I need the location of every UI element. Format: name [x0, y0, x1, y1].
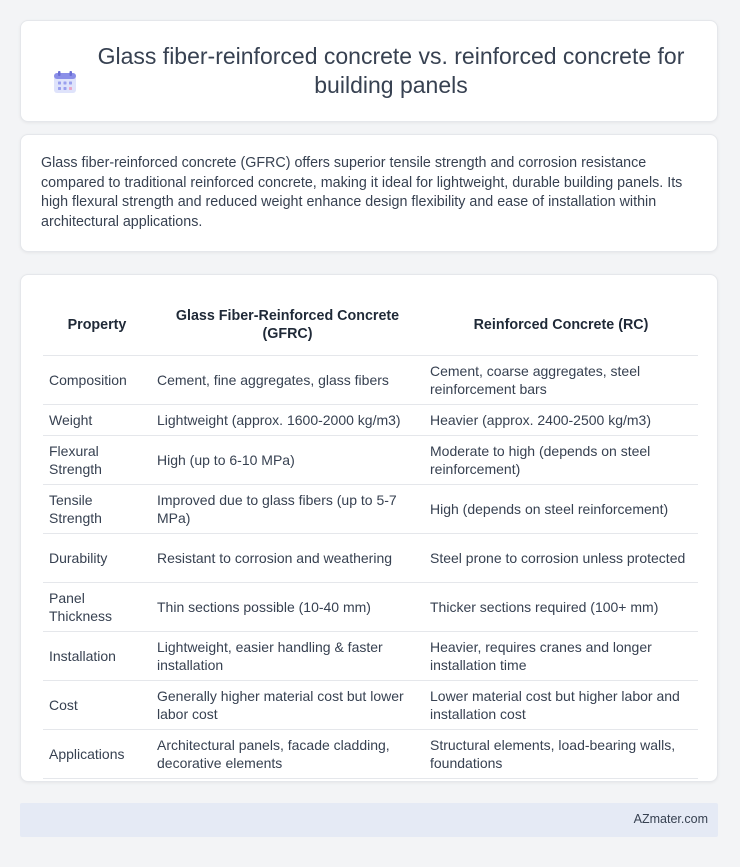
- calendar-grid-icon: [52, 69, 78, 95]
- header-gfrc: Glass Fiber-Reinforced Concrete (GFRC): [151, 295, 424, 356]
- table-row: [43, 436, 698, 485]
- title-row: [52, 42, 686, 100]
- summary-paragraph: Glass fiber-reinforced concrete (GFRC) offers superior tensile strength and corrosion resistance compared to traditional reinforced concrete, making it ideal for lightweight, durable building panels. Its high flexural strength and reduced weight enhance design flexibility and ease of installation within architectural applications.: [41, 155, 683, 230]
- row-property: Applications: [43, 730, 151, 779]
- row-rc: Lower material cost but higher labor and installation cost: [424, 681, 698, 730]
- table-row: [43, 485, 698, 534]
- row-property: Composition: [43, 356, 151, 405]
- row-rc: Heavier, requires cranes and longer installation time: [424, 632, 698, 681]
- footer-bar: [20, 803, 718, 837]
- comparison-table-card: [20, 274, 718, 782]
- row-gfrc: Cement, fine aggregates, glass fibers: [151, 356, 424, 405]
- title-card: [20, 20, 718, 122]
- table-header-row: [43, 295, 698, 356]
- row-property: Weight: [43, 405, 151, 436]
- page-title: Glass fiber-reinforced concrete vs. reinforced concrete for building panels: [97, 43, 685, 98]
- table-row: [43, 681, 698, 730]
- row-property: Installation: [43, 632, 151, 681]
- row-property: Cost: [43, 681, 151, 730]
- comparison-table: [43, 295, 698, 779]
- header-rc: Reinforced Concrete (RC): [424, 295, 698, 356]
- row-gfrc: Architectural panels, facade cladding, decorative elements: [151, 730, 424, 779]
- table-row: [43, 583, 698, 632]
- row-rc: High (depends on steel reinforcement): [424, 485, 698, 534]
- row-gfrc: Improved due to glass fibers (up to 5-7 MPa): [151, 485, 424, 534]
- row-gfrc: High (up to 6-10 MPa): [151, 436, 424, 485]
- summary-card: [20, 134, 718, 252]
- row-property: Flexural Strength: [43, 436, 151, 485]
- table-row: [43, 730, 698, 779]
- table-row: [43, 405, 698, 436]
- table-row: [43, 534, 698, 583]
- row-rc: Moderate to high (depends on steel reinforcement): [424, 436, 698, 485]
- row-property: Panel Thickness: [43, 583, 151, 632]
- row-rc: Structural elements, load-bearing walls, foundations: [424, 730, 698, 779]
- row-rc: Cement, coarse aggregates, steel reinforcement bars: [424, 356, 698, 405]
- row-rc: Thicker sections required (100+ mm): [424, 583, 698, 632]
- row-property: Tensile Strength: [43, 485, 151, 534]
- row-rc: Steel prone to corrosion unless protected: [424, 534, 698, 583]
- row-gfrc: Generally higher material cost but lower labor cost: [151, 681, 424, 730]
- row-gfrc: Thin sections possible (10-40 mm): [151, 583, 424, 632]
- footer-brand: AZmater.com: [633, 812, 708, 826]
- row-rc: Heavier (approx. 2400-2500 kg/m3): [424, 405, 698, 436]
- row-gfrc: Lightweight, easier handling & faster installation: [151, 632, 424, 681]
- header-property: Property: [43, 295, 151, 356]
- row-gfrc: Lightweight (approx. 1600-2000 kg/m3): [151, 405, 424, 436]
- row-gfrc: Resistant to corrosion and weathering: [151, 534, 424, 583]
- table-row: [43, 356, 698, 405]
- table-row: [43, 632, 698, 681]
- row-property: Durability: [43, 534, 151, 583]
